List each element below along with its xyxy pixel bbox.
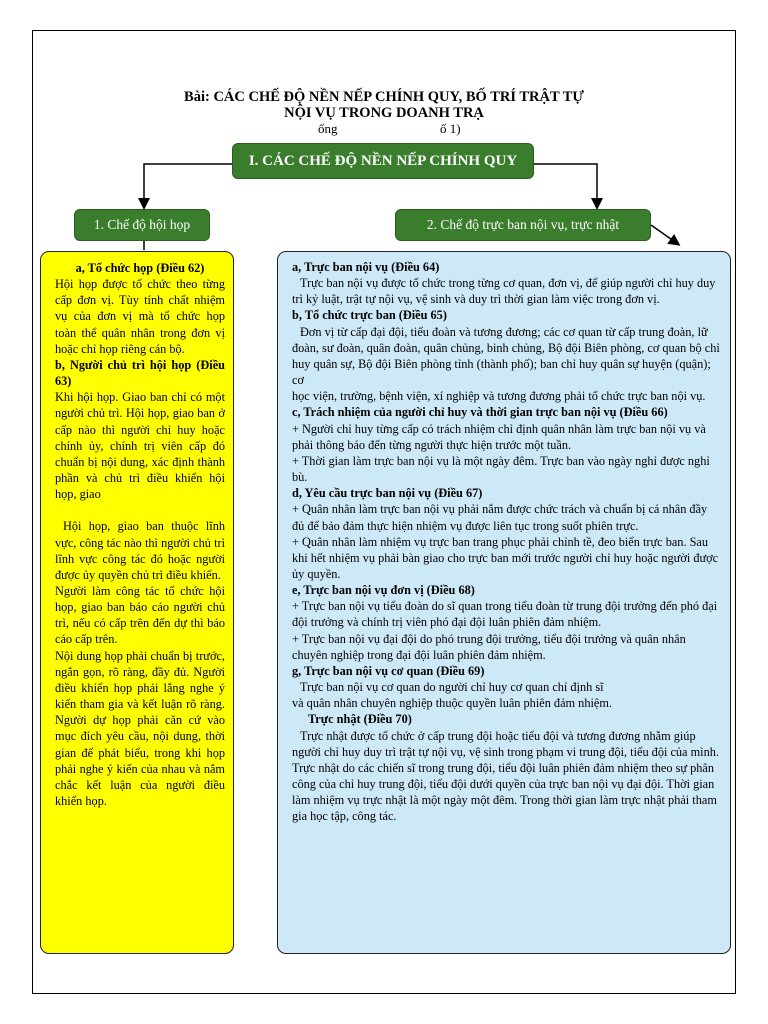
subtitle-left: ống <box>318 121 338 136</box>
right-c-title: c, Trách nhiệm của người chỉ huy và thời gian trực ban nội vụ (Điều 66) <box>292 405 668 420</box>
right-g-text-1: Trực ban nội vụ cơ quan do người chỉ huy cơ quan chỉ định sĩ <box>300 680 604 695</box>
right-d-title: d, Yêu cầu trực ban nội vụ (Điều 67) <box>292 486 483 501</box>
right-d-text-1: + Quân nhân làm trực ban nội vụ phải nắm được chức trách và chuẩn bị cá nhân đầy đủ để bảo đảm thực hiện nhiệm vụ được liên tục trong suốt phiên trực. <box>292 502 708 533</box>
main-heading: I. CÁC CHẾ ĐỘ NỀN NẾP CHÍNH QUY <box>232 143 534 179</box>
left-b-title: b, Người chủ trì hội họp (Điều 63) <box>55 357 225 389</box>
title-line-1: Bài: CÁC CHẾ ĐỘ NỀN NẾP CHÍNH QUY, BỐ TRÍ TRẬT TỰ <box>184 89 584 105</box>
left-b-text-2: Hội họp, giao ban thuộc lĩnh vực, công tác nào thì người chủ trì lĩnh vực công tác đó hoặc người được ủy quyền chủ trì điều khiển. <box>55 519 225 582</box>
right-e-text-1: + Trực ban nội vụ tiểu đoàn do sĩ quan trong tiểu đoàn từ trung đội trưởng đến phó đại đội trưởng và chính trị viên phó đại đội luân phiên đảm nhiệm. <box>292 599 718 630</box>
right-e-title: e, Trực ban nội vụ đơn vị (Điều 68) <box>292 583 475 598</box>
right-b-title: b, Tổ chức trực ban (Điều 65) <box>292 308 447 323</box>
subtitle-right: ố 1) <box>440 121 461 136</box>
right-h-text: Trực nhật được tổ chức ở cấp trung đội hoặc tiểu đội và tương đương nhằm giúp người chỉ huy duy trì trật tự nội vụ, vệ sinh trong phạm vi trung đội, tiểu đội của mình. Trực nhật do các chiến sĩ trong trung đội, tiểu đội luân phiên đảm nhiệm theo sự phân công của chỉ huy trung đội, tiểu đội dưới quyền của trực ban nội vụ đại đội. Thời gian làm nhiệm vụ trực nhật là một ngày một đêm. Trong thời gian làm trực nhật phải tham gia học tập, công tác. <box>292 728 719 824</box>
meeting-regime-box <box>40 251 234 954</box>
right-a-text: Trực ban nội vụ được tổ chức trong từng cơ quan, đơn vị, để giúp người chỉ huy duy trì kỷ luật, trật tự nội vụ, vệ sinh và duy trì thời gian làm việc trong đơn vị. <box>292 276 716 307</box>
right-a-title: a, Trực ban nội vụ (Điều 64) <box>292 260 440 274</box>
right-g-text-2: và quân nhân chuyên nghiệp thuộc quyền luân phiên đảm nhiệm. <box>292 696 612 711</box>
right-d-text-2: + Quân nhân làm nhiệm vụ trực ban trang phục phải chỉnh tề, đeo biển trực ban. Sau khi hết nhiệm vụ phải bàn giao cho trực ban mới trước người chỉ huy hoặc người được ủy quyền. <box>292 534 719 581</box>
duty-regime-box <box>277 251 731 954</box>
left-b-text-1: Khi hội họp. Giao ban chỉ có một người chủ trì. Hội họp, giao ban ở cấp nào thì người chỉ huy hoặc chính ủy, chính trị viên cấp đó chuẩn bị nội dung, xác định thành phần và chủ trì điều khiển hội họp, giao <box>55 390 225 502</box>
right-b-text-1: Đơn vị từ cấp đại đội, tiểu đoàn và tương đương; các cơ quan từ cấp trung đoàn, lữ đoàn, sư đoàn, quân đoàn, quân chủng, binh chủng, Bộ đội Biên phòng, cơ quan bộ chỉ huy quân sự, Bộ đội Biên phòng tỉnh (thành phố); ban chỉ huy quân sự huyện (quận); cơ <box>292 324 720 388</box>
left-a-title: a, Tổ chức họp (Điều 62) <box>75 261 205 275</box>
right-h-title: Trực nhật (Điều 70) <box>308 712 412 727</box>
right-c-text-2: + Thời gian làm trực ban nội vụ là một ngày đêm. Trực ban vào ngày nghỉ được nghỉ bù. <box>292 453 710 485</box>
right-c-text-1: + Người chỉ huy từng cấp có trách nhiệm chỉ định quân nhân làm trực ban nội vụ và phải thông báo đến từng người thực hiện trước một tuần. <box>292 421 706 452</box>
left-a-text: Hội họp được tổ chức theo từng cấp đơn vị. Tùy tính chất nhiệm vụ của đơn vị mà tổ chức họp toàn thể quân nhân trong đơn vị hoặc chỉ họp riêng cán bộ. <box>55 277 225 356</box>
left-b-text-4: Nội dung họp phải chuẩn bị trước, ngắn gọn, rõ ràng, đầy đủ. Người điều khiển họp phải lắng nghe ý kiến tham gia và kết luận rõ ràng. Người dự họp phải căn cứ vào mục đích yêu cầu, nội dung, thời gian để phát biểu, trong khi họp phải nghe ý kiến của nhau và nắm chắc kết luận của người điều khiển họp. <box>55 648 225 808</box>
right-e-text-2: + Trực ban nội vụ đại đội do phó trung đội trưởng, tiểu đội trưởng và quân nhân chuyên nghiệp trong đại đội luân phiên đảm nhiệm. <box>292 631 686 662</box>
left-heading: 1. Chế độ hội họp <box>74 209 210 241</box>
right-g-title: g, Trực ban nội vụ cơ quan (Điều 69) <box>292 663 485 678</box>
left-b-text-3: Người làm công tác tổ chức hội họp, giao ban báo cáo người chủ trì, nếu có cấp trên đến dự thì báo cáo cấp trên. <box>55 583 225 647</box>
right-b-text-2: học viện, trường, bệnh viện, xí nghiệp và tương đương phải tổ chức trực ban nội vụ. <box>292 389 706 404</box>
right-heading: 2. Chế độ trực ban nội vụ, trực nhật <box>395 209 651 241</box>
title-line-2: NỘI VỤ TRONG DOANH TRẠ <box>284 105 484 121</box>
